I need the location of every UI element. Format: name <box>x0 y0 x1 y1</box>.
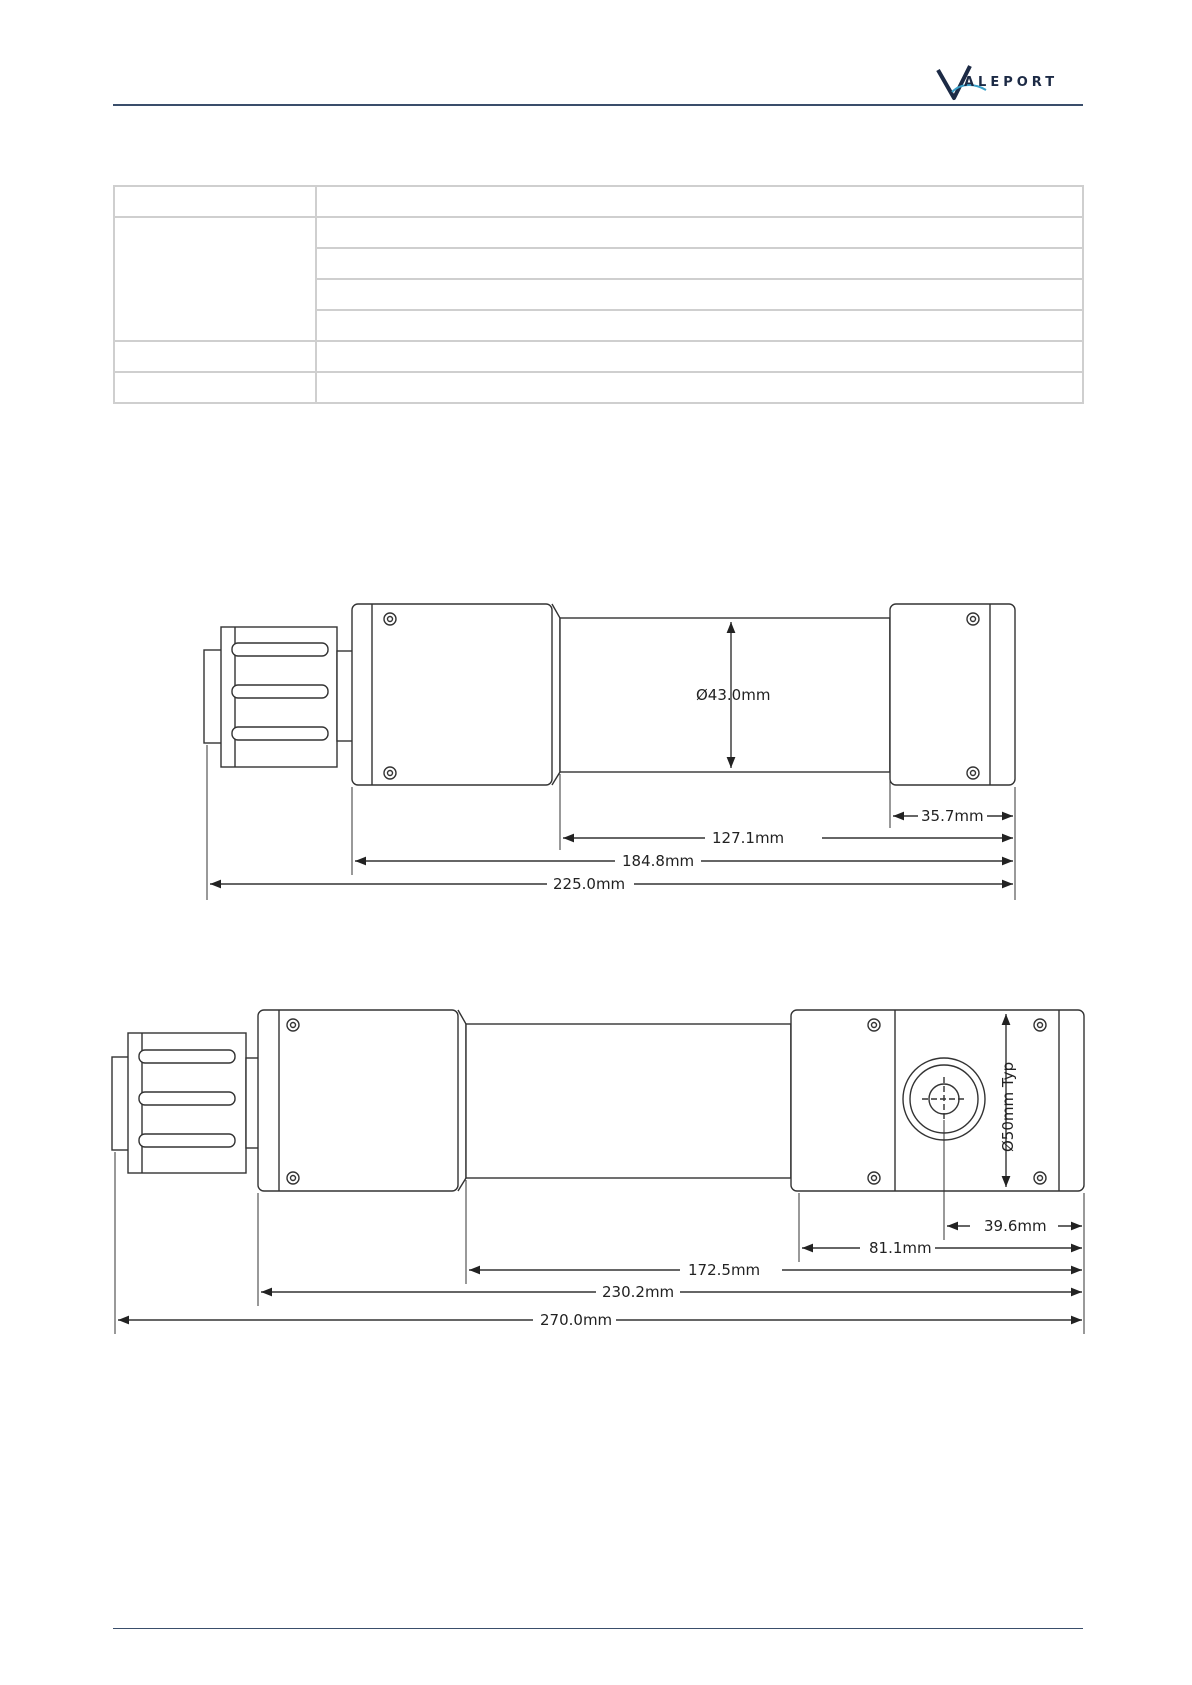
dimension-label: 225.0mm <box>553 875 626 893</box>
dimension-label: 81.1mm <box>869 1239 932 1257</box>
drawing-2 <box>112 1010 1084 1334</box>
footer-rule <box>113 1628 1083 1629</box>
dimension-label: 230.2mm <box>602 1283 675 1301</box>
dimension-label: 184.8mm <box>622 852 695 870</box>
diameter-label-1: Ø43.0mm <box>696 686 771 704</box>
drawing-1 <box>204 604 1015 900</box>
diameter-label-2: Ø50mm Typ <box>999 1061 1017 1152</box>
dimension-label: 127.1mm <box>712 829 785 847</box>
logo-wordmark: ALEPORT <box>964 75 1059 90</box>
dimension-label: 172.5mm <box>688 1261 761 1279</box>
dimension-label: 270.0mm <box>540 1311 613 1329</box>
dimension-label: 35.7mm <box>921 807 984 825</box>
dimension-label: 39.6mm <box>984 1217 1047 1235</box>
